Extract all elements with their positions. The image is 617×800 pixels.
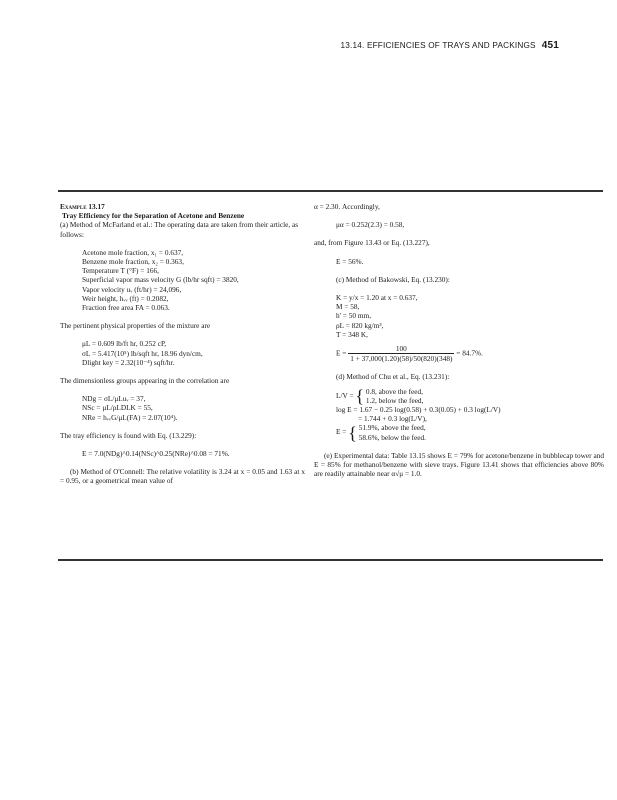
e-cases (359, 423, 426, 441)
example-title: Tray Efficiency for the Separation of Acetone and Benzene (62, 211, 245, 221)
mu-alpha-equation: μα = 0.252(2.3) = 0.58, (336, 220, 405, 230)
operating-line: Vapor velocity uᵥ (ft/hr) = 24,096, (82, 284, 182, 294)
left-brace: { (348, 422, 357, 443)
example-label: Example 13.17 (60, 202, 105, 211)
e-lhs: E = (336, 427, 347, 437)
running-head (341, 40, 560, 51)
bakowski-line: ρL = 820 kg/m³, (336, 320, 384, 330)
bakowski-heading: (c) Method of Bakowski, Eq. (13.230): (336, 274, 450, 284)
lv-equation (314, 387, 604, 405)
log-equation: log E = 1.67 − 0.25 log(0.58) + 0.3(0.05) + 0.3 log(L/V) (336, 405, 501, 415)
alpha-line: α = 2.30. Accordingly, (314, 202, 380, 211)
e-case: 51.9%, above the feed, (358, 423, 426, 433)
left-column (60, 202, 305, 486)
operating-line: Temperature T (°F) = 166, (82, 266, 159, 276)
property-line: Dlight key = 2.32(10⁻⁴) sqft/hr. (82, 357, 175, 367)
bakowski-denominator: 1 + 37,000(1.20)(58)/50(820)(348) (350, 354, 453, 364)
bakowski-line: M = 58, (336, 302, 360, 312)
efficiency-equation: E = 7.0(NDg)^0.14(NSc)^0.25(NRe)^0.08 = 71%. (82, 449, 230, 459)
right-column (314, 202, 604, 478)
operating-line: Superficial vapor mass velocity G (lb/hr sqft) = 3820, (82, 275, 239, 285)
operating-line: Fraction free area FA = 0.063. (82, 303, 170, 313)
operating-line: Weir height, hᵥᵥ (ft) = 0.2082, (82, 293, 169, 303)
left-brace: { (355, 385, 365, 406)
log-equation-cont: = 1.744 + 0.3 log(L/V), (358, 414, 427, 424)
property-line: μL = 0.609 lb/ft hr, 0.252 cP, (82, 339, 167, 349)
operating-line: Benzene mole fraction, x₂ = 0.363, (82, 257, 184, 267)
lv-case: 0.8, above the feed, (365, 386, 423, 396)
page-number: 451 (541, 40, 559, 51)
group-line: NDg = σL/μLuᵥ = 37, (82, 394, 146, 404)
group-line: NSc = μL/ρLDLK = 55, (82, 403, 153, 413)
e56-equation: E = 56%. (336, 256, 364, 266)
experimental-paragraph: (e) Experimental data: Table 13.15 shows E = 79% for acetone/benzene in bubblecap tower and E = 85% for methanol/benzene with sieve trays. Figure 13.41 shows that efficiencies above 80% are readily attainable near α√μ = 1.0. (314, 450, 604, 479)
groups-intro: The dimensionless groups appearing in the correlation are (60, 376, 230, 386)
e-cases-equation (314, 423, 604, 441)
lv-case: 1.2, below the feed, (365, 395, 424, 405)
lv-lhs: L/V = (336, 390, 354, 400)
chu-heading: (d) Method of Chu et al., Eq. (13.231): (336, 372, 450, 382)
bottom-rule (58, 559, 603, 561)
lv-cases (366, 387, 424, 405)
bakowski-fraction (348, 344, 454, 363)
bakowski-line: h' = 50 mm, (336, 311, 372, 321)
bakowski-result: = 84.7%. (456, 348, 483, 358)
e-case: 58.6%, below the feed. (358, 432, 426, 442)
group-line: NRe = hᵥᵥG/μL(FA) = 2.07(10⁴). (82, 412, 178, 422)
operating-line: Acetone mole fraction, x₁ = 0.637, (82, 247, 184, 257)
bakowski-equation (314, 344, 604, 363)
top-rule (58, 190, 603, 192)
property-line: σL = 5.417(10⁵) lb/sqft hr, 18.96 dyn/cm, (82, 348, 203, 358)
bakowski-numerator: 100 (348, 344, 454, 354)
bakowski-line: K = y/x = 1.20 at x = 0.637, (336, 293, 418, 303)
intro-text: (a) Method of McFarland et al.: The operating data are taken from their article, as follows: (60, 220, 299, 239)
bakowski-lhs: E = (336, 348, 347, 358)
efficiency-intro: The tray efficiency is found with Eq. (13.229): (60, 430, 197, 440)
from-figure-line: and, from Figure 13.43 or Eq. (13.227), (314, 238, 430, 248)
bakowski-line: T = 348 K, (336, 329, 368, 339)
properties-intro: The pertinent physical properties of the mixture are (60, 321, 211, 331)
oconnell-paragraph: (b) Method of O'Connell: The relative volatility is 3.24 at x = 0.05 and 1.63 at x = 0.95, or a geometrical mean value of (60, 467, 305, 486)
section-title: 13.14. EFFICIENCIES OF TRAYS AND PACKINGS (340, 41, 536, 50)
